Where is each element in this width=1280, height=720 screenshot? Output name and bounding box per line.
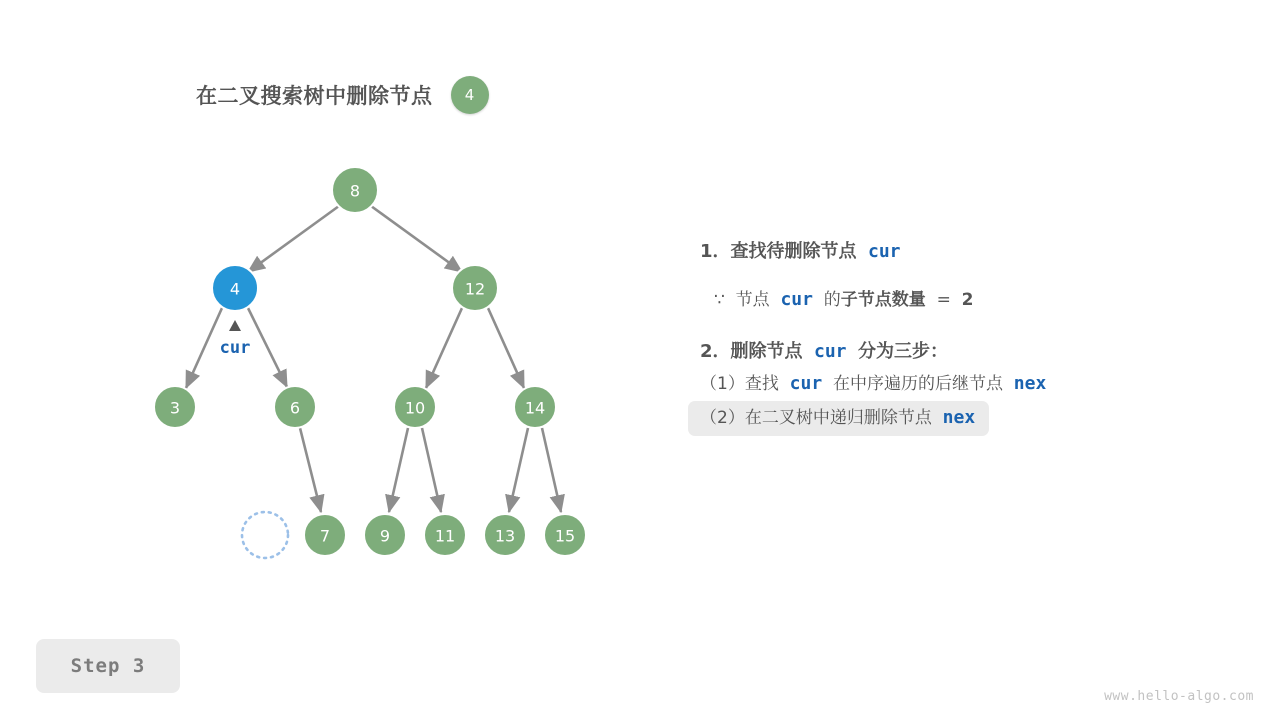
edge-14-15 [542, 428, 561, 512]
binary-search-tree [0, 0, 680, 620]
tree-node-11[interactable] [424, 514, 466, 556]
step-1-var: cur [867, 241, 901, 262]
reason-a: 节点 [735, 290, 770, 310]
substep-1-a: 查找 [744, 374, 779, 394]
tree-node-15[interactable] [544, 514, 586, 556]
node-label: 15 [554, 526, 576, 546]
node-label: 13 [494, 526, 516, 546]
tree-node-9[interactable] [364, 514, 406, 556]
node-label: 8 [349, 181, 361, 201]
tree-node-12[interactable] [452, 265, 498, 311]
substep-1-b: 在中序遍历的后继节点 [832, 374, 1003, 394]
reason-b: 的 [823, 290, 841, 310]
step-1-prefix: 1． [700, 241, 731, 262]
tree-node-6[interactable] [274, 386, 316, 428]
substep-1-prefix: （1） [700, 374, 745, 394]
step-1-text: 查找待删除节点 [730, 241, 857, 262]
reason-eq: = [936, 290, 951, 310]
node-label: 7 [319, 526, 331, 546]
substep-1-var-nex: nex [1013, 373, 1047, 394]
node-label: 12 [464, 279, 486, 299]
edge-10-9 [389, 428, 408, 512]
node-label: 10 [404, 398, 426, 418]
substep-2-var-nex: nex [942, 407, 976, 428]
step-2-var: cur [813, 341, 847, 362]
node-label: 11 [434, 526, 456, 546]
tree-node-10[interactable] [394, 386, 436, 428]
edge-6-7 [300, 428, 321, 512]
node-label: 4 [229, 279, 241, 299]
explanation-panel [700, 243, 1260, 436]
reason-value: 2 [961, 290, 974, 310]
tree-node-8[interactable] [332, 167, 378, 213]
watermark: www.hello-algo.com [1104, 689, 1254, 704]
step-1-line [700, 243, 1260, 261]
page-title: 在二叉搜索树中删除节点 [196, 84, 433, 108]
tree-node-4[interactable] [212, 265, 258, 311]
step-2-prefix: 2． [700, 341, 731, 362]
reason-bold: 子节点数量 [840, 290, 926, 310]
substep-2-a: 在二叉树中递归删除节点 [744, 408, 932, 428]
node-label: 3 [169, 398, 181, 418]
edge-8-4 [248, 206, 339, 272]
tree-node-13[interactable] [484, 514, 526, 556]
cur-pointer-label: cur [219, 338, 251, 358]
edge-12-14 [488, 308, 524, 388]
tree-node-3[interactable] [154, 386, 196, 428]
node-label: 14 [524, 398, 546, 418]
edge-8-12 [371, 206, 462, 272]
node-label: 6 [289, 398, 301, 418]
step-2-line [700, 343, 1260, 361]
edge-14-13 [509, 428, 528, 512]
reason-symbol: ∵ [714, 290, 725, 310]
tree-edges [186, 206, 561, 512]
cur-pointer [220, 320, 251, 358]
step-2-text: 删除节点 [730, 341, 803, 362]
substep-1-line [700, 375, 1260, 393]
tree-node-14[interactable] [514, 386, 556, 428]
step-2-suffix: 分为三步： [857, 341, 948, 362]
substep-2-line [700, 401, 1260, 436]
substep-1-var-cur: cur [789, 373, 823, 394]
step-badge: Step 3 [36, 639, 180, 693]
edge-12-10 [426, 308, 462, 388]
edge-4-3 [186, 308, 222, 388]
caret-up-icon [229, 320, 241, 331]
substep-2-highlight [688, 401, 989, 436]
substep-2-prefix: （2） [700, 408, 745, 428]
tree-node-deleted-ghost [242, 512, 288, 558]
tree-node-7[interactable] [304, 514, 346, 556]
reason-var: cur [780, 289, 813, 310]
edge-10-11 [422, 428, 441, 512]
title-badge: 4 [451, 76, 489, 114]
reason-line [700, 291, 1260, 309]
edge-4-6 [248, 308, 287, 387]
node-label: 9 [379, 526, 391, 546]
